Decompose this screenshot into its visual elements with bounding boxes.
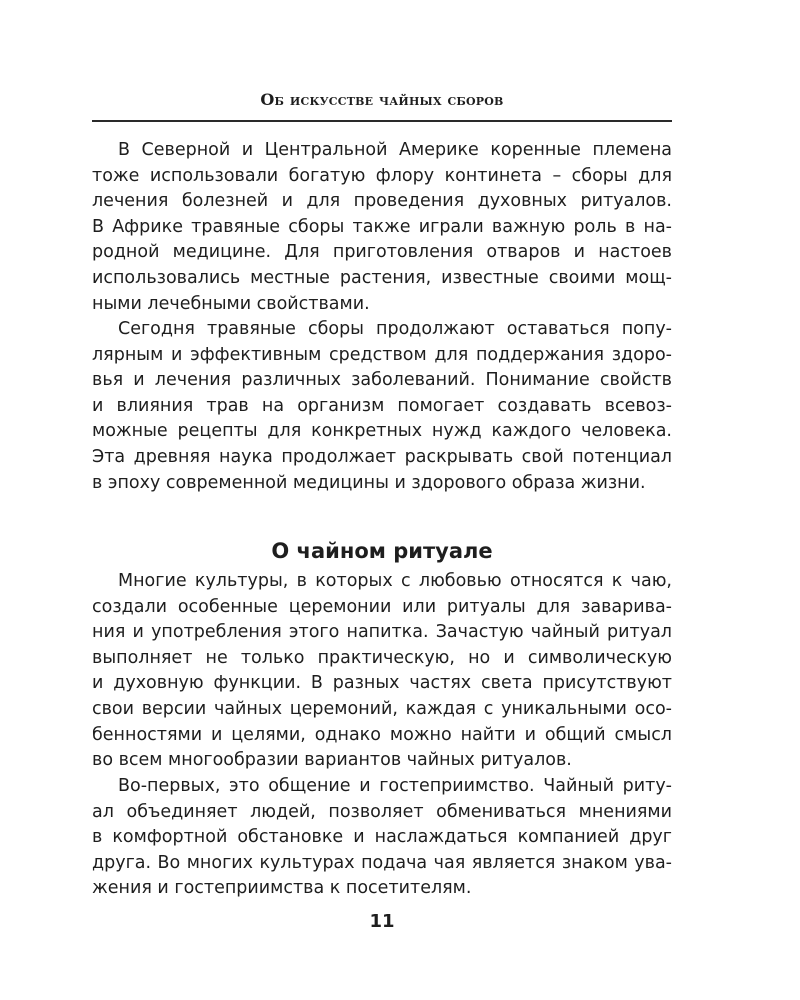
text-line: можные рецепты для конкретных нужд каждого человека. (92, 421, 672, 442)
paragraph (92, 774, 672, 902)
paragraph (92, 138, 672, 317)
text-line: друга. Во многих культурах подача чая является знаком ува- (92, 852, 672, 873)
text-line: родной медицине. Для приготовления отваров и настоев (92, 242, 672, 263)
text-line: ния и употребления этого напитка. Зачастую чайный ритуал (92, 622, 672, 643)
text-line: вья и лечения различных заболеваний. Понимание свойств (92, 370, 672, 391)
text-line: Сегодня травяные сборы продолжают оставаться попу- (118, 319, 672, 339)
text-line: лечения болезней и для проведения духовных ритуалов. (92, 191, 672, 212)
text-line: создали особенные церемонии или ритуалы для заварива- (92, 596, 672, 617)
text-line: В Северной и Центральной Америке коренные племена (118, 140, 672, 160)
text-line: ал объединяет людей, позволяет обмениваться мнениями (92, 801, 672, 822)
paragraph (92, 569, 672, 774)
text-line: выполняет не только практическую, но и символическую (92, 647, 672, 668)
text-line: лярным и эффективным средством для поддержания здоро- (92, 344, 672, 365)
text-line: Эта древняя наука продолжает раскрывать свой потенциал (92, 446, 672, 467)
text-line: Многие культуры, в которых с любовью относятся к чаю, (118, 571, 672, 591)
text-line: В Африке травяные сборы также играли важную роль в на- (92, 216, 672, 237)
text-line: в эпоху современной медицины и здорового образа жизни. (92, 472, 646, 493)
text-line: во всем многообразии вариантов чайных ритуалов. (92, 750, 572, 771)
running-head-title: Об искусстве чайных сборов (260, 90, 504, 109)
text-line: тоже использовали богатую флору континета – сборы для (92, 165, 672, 186)
text-line: в комфортной обстановке и наслаждаться компанией друг (92, 827, 672, 848)
text-line: жения и гостеприимства к посетителям. (92, 878, 472, 899)
text-line: ными лечебными свойствами. (92, 293, 370, 314)
page-number: 11 (369, 911, 395, 932)
text-line: Во-первых, это общение и гостеприимство. Чайный риту- (118, 776, 672, 796)
section-heading: О чайном ритуале (271, 539, 493, 563)
text-line: использовались местные растения, известные своими мощ- (92, 267, 672, 288)
paragraph (92, 317, 672, 496)
text-line: бенностями и целями, однако можно найти и общий смысл (92, 724, 672, 745)
text-line: и влияния трав на организм помогает создавать всевоз- (92, 395, 672, 416)
text-line: и духовную функции. В разных частях света присутствуют (92, 673, 672, 694)
header-rule (92, 120, 672, 122)
text-line: свои версии чайных церемоний, каждая с уникальными осо- (92, 698, 672, 719)
